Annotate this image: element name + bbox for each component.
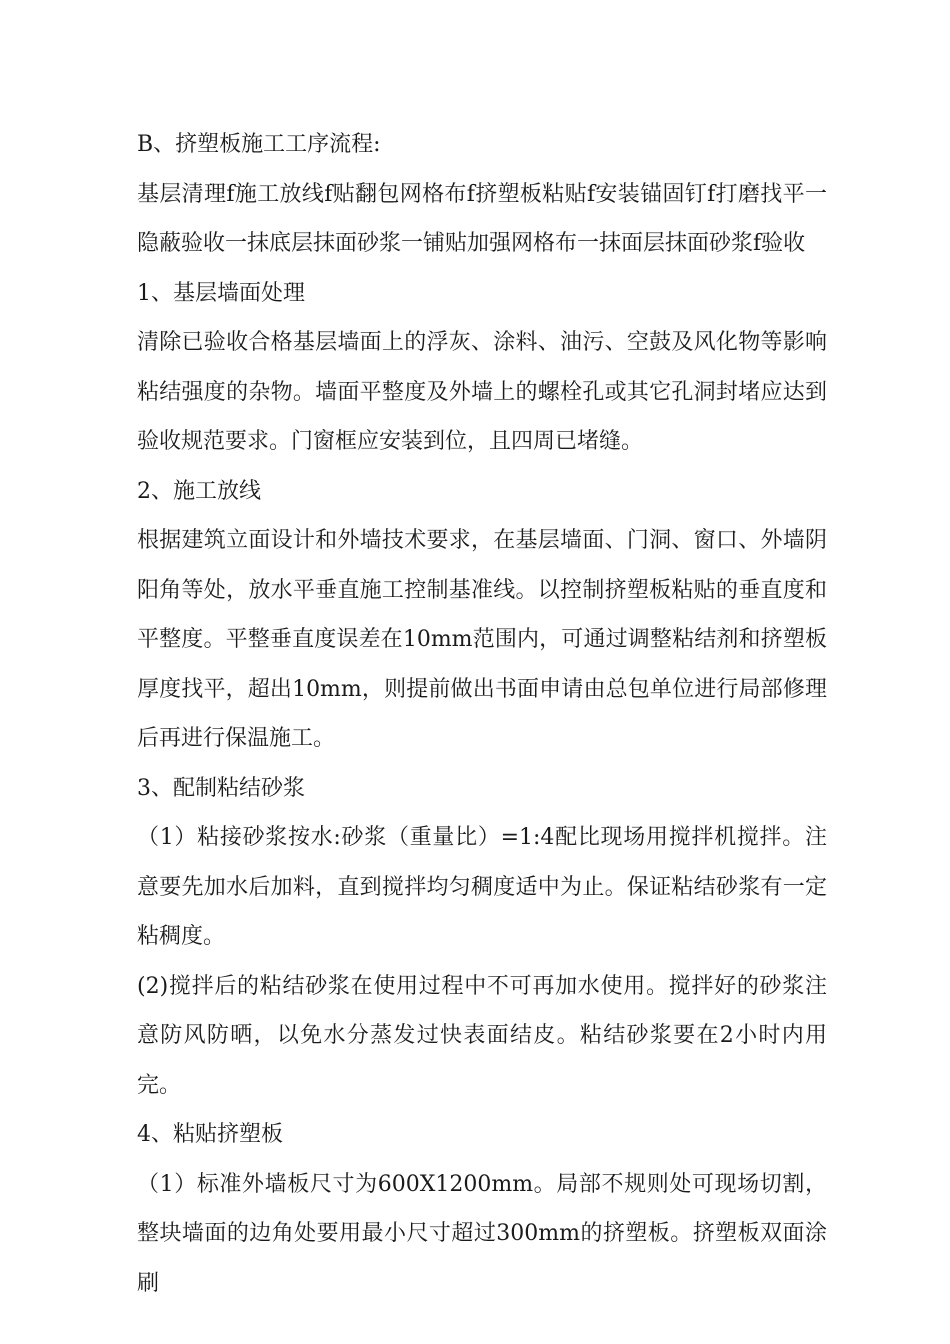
section-heading-2: 2、施工放线 bbox=[137, 478, 261, 504]
process-flow-paragraph: 基层清理f施工放线f贴翻包网格布f挤塑板粘贴f安装锚固钉f打磨找平一隐蔽验收一抹底层抹面砂浆一铺贴加强网格布一抹面层抹面砂浆f验收 bbox=[137, 181, 827, 256]
section-heading-4: 4、粘贴挤塑板 bbox=[137, 1122, 283, 1147]
section-heading-3: 3、配制粘结砂浆 bbox=[137, 775, 305, 801]
layout-lines-paragraph: 根据建筑立面设计和外墙技术要求，在基层墙面、门洞、窗口、外墙阴阳角等处，放水平垂直施工控制基准线。以控制挤塑板粘贴的垂直度和平整度。平整垂直度误差在10mm范围内，可通过调整粘结剂和挤塑板厚度找平，超出10mm，则提前做出书面申请由总包单位进行局部修理后再进行保温施工。 bbox=[137, 528, 827, 751]
mortar-mix-paragraph-2: (2)搅拌后的粘结砂浆在使用过程中不可再加水使用。搅拌好的砂浆注意防风防晒，以免水分蒸发过快表面结皮。粘结砂浆要在2小时内用完。 bbox=[137, 973, 827, 1098]
section-heading-b: B、挤塑板施工工序流程: bbox=[137, 132, 381, 157]
board-paste-paragraph-1: （1）标准外墙板尺寸为600X1200mm。局部不规则处可现场切割，整块墙面的边角处要用最小尺寸超过300mm的挤塑板。挤塑板双面涂刷 bbox=[137, 1171, 827, 1296]
wall-treatment-paragraph: 清除已验收合格基层墙面上的浮灰、涂料、油污、空鼓及风化物等影响粘结强度的杂物。墙面平整度及外墙上的螺栓孔或其它孔洞封堵应达到验收规范要求。门窗框应安装到位，且四周已堵缝。 bbox=[137, 330, 827, 454]
section-heading-1: 1、基层墙面处理 bbox=[137, 280, 305, 306]
mortar-mix-paragraph-1: （1）粘接砂浆按水:砂浆（重量比）=1:4配比现场用搅拌机搅拌。注意要先加水后加料，直到搅拌均匀稠度适中为止。保证粘结砂浆有一定粘稠度。 bbox=[137, 825, 827, 949]
document-body bbox=[137, 120, 827, 1308]
